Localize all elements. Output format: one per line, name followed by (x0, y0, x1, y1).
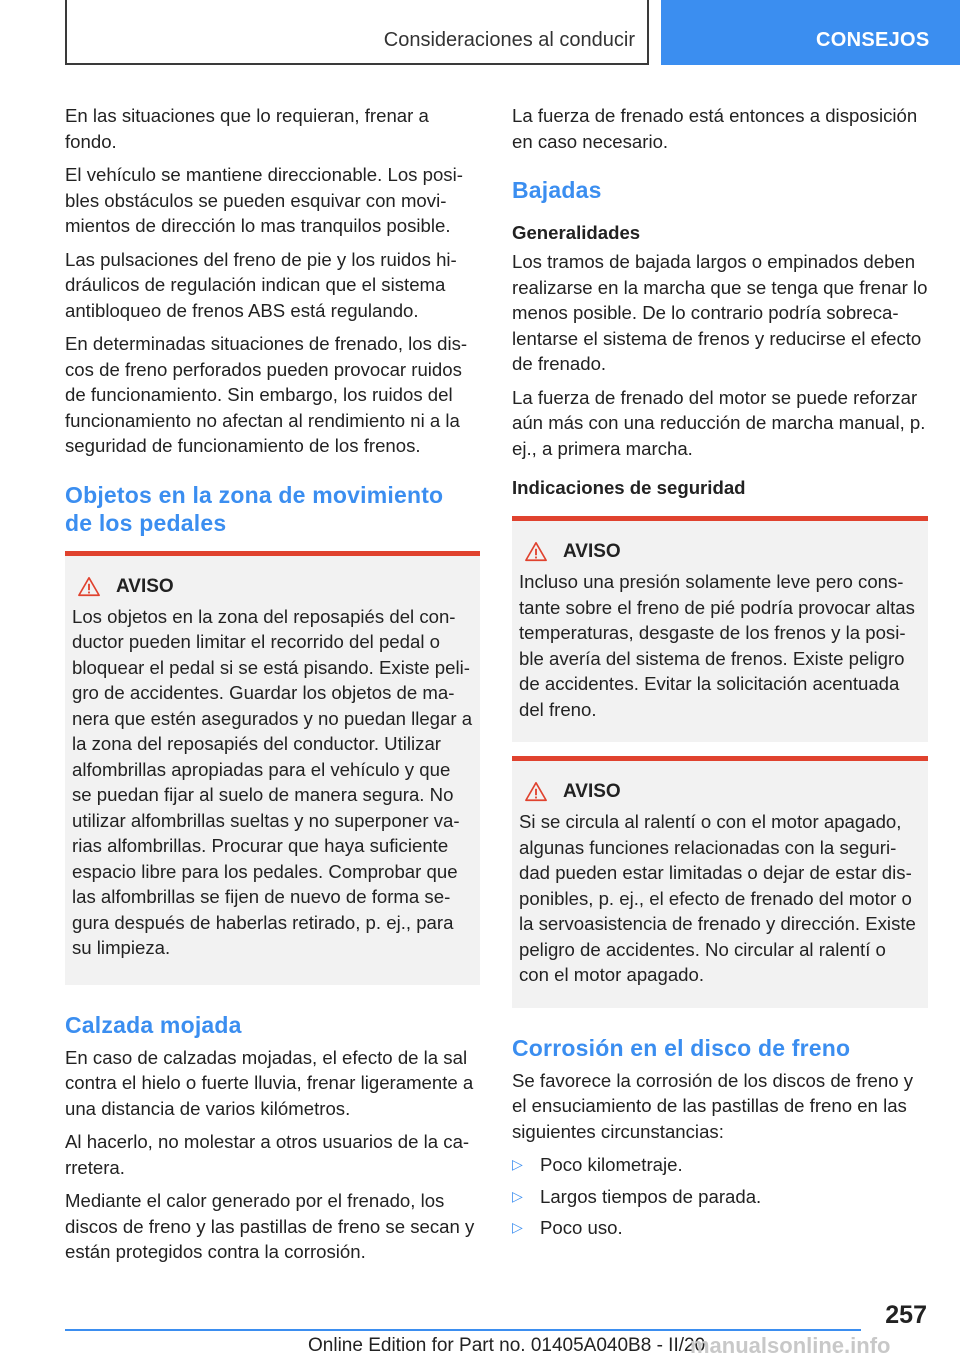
list-item (512, 1184, 928, 1210)
warning-triangle-icon (525, 781, 547, 803)
corrosion-list (512, 1152, 928, 1241)
warning-text: Si se circula al ralentí o con el motor apagado, algunas funciones relacionadas con la seguri-dad pueden estar limitadas o dejar de estar dis-ponibles, p. ej., el efecto de frenado del motor o la servoasistencia de frenado y dirección. Existe peligro de accidentes. No circular al ralentí o con el motor apagado. (519, 811, 916, 985)
warning-triangle-icon (78, 576, 100, 598)
warning-title: AVISO (116, 575, 174, 597)
paragraph: Las pulsaciones del freno de pie y los ruidos hi-dráulicos de regulación indican que el sistema antibloqueo de frenos ABS está regulando. (65, 248, 457, 321)
header-section-box (65, 0, 649, 65)
paragraph: En caso de calzadas mojadas, el efecto de la sal contra el hielo o fuerte lluvia, frenar ligeramente a una distancia de varios kilómetros. (65, 1046, 474, 1119)
paragraph: Al hacerlo, no molestar a otros usuarios de la ca-rretera. (65, 1131, 470, 1178)
paragraph: La fuerza de frenado está entonces a disposición en caso necesario. (512, 105, 918, 152)
heading-pedals: Objetos en la zona de movimiento de los pedales (65, 481, 444, 536)
heading-downhill: Bajadas (512, 177, 602, 203)
paragraph: La fuerza de frenado del motor se puede reforzar aún más con una reducción de marcha manual, p. ej., a primera marcha. (512, 386, 926, 459)
bullet-triangle-icon: ▷ (512, 1219, 523, 1235)
subheading-general: Generalidades (512, 222, 641, 243)
list-item-text: Poco uso. (540, 1217, 623, 1238)
paragraph: El vehículo se mantiene direccionable. Los posi-bles obstáculos se pueden esquivar con movi-mientos de dirección lo mas tranquilos posible. (65, 164, 463, 236)
warning-title: AVISO (563, 781, 621, 802)
list-item-text: Poco kilometraje. (540, 1154, 683, 1175)
right-column (512, 103, 928, 1247)
paragraph: Los tramos de bajada largos o empinados deben realizarse en la marcha que se tenga que frenar lo menos posible. De lo contrario podría sobreca-lentarse el sistema de frenos y reducirse el efecto de frenado. (512, 251, 928, 374)
warning-text: Incluso una presión solamente leve pero cons-tante sobre el freno de pié podría provocar altas temperaturas, desgaste de los frenos y la posi-ble avería del sistema de frenos. Existe peligro de accidentes. Evitar la solicitación acentuada del freno. (519, 571, 915, 720)
bullet-triangle-icon: ▷ (512, 1156, 523, 1172)
header-chapter-tab (661, 0, 960, 65)
header-section-title: Consideraciones al conducir (383, 29, 635, 51)
paragraph: En las situaciones que lo requieran, frenar a fondo. (65, 105, 429, 152)
warning-box-idle (512, 756, 928, 1008)
paragraph: Mediante el calor generado por el frenado, los discos de freno y las pastillas de freno se secan y están protegidos contra la corrosión. (65, 1190, 475, 1262)
watermark-text: manualsonline.info (690, 1333, 891, 1358)
heading-corrosion: Corrosión en el disco de freno (512, 1034, 851, 1061)
page-number: 257 (885, 1301, 927, 1329)
warning-title: AVISO (563, 541, 621, 562)
list-item (512, 1152, 928, 1178)
subheading-safety: Indicaciones de seguridad (512, 477, 746, 498)
bullet-triangle-icon: ▷ (512, 1187, 523, 1204)
edition-text: Online Edition for Part no. 01405A040B8 - II/20 (308, 1335, 706, 1356)
left-column (65, 103, 480, 1273)
paragraph: Se favorece la corrosión de los discos de freno y el ensuciamiento de las pastillas de freno en las siguientes circunstancias: (512, 1069, 914, 1142)
paragraph: En determinadas situaciones de frenado, los dis-cos de freno perforados pueden provocar ruidos de funcionamiento. Sin embargo, los ruidos del funcionamiento no afectan al rendimiento ni a la seguridad de funcionamiento de los frenos. (65, 333, 468, 456)
warning-box-pedals (65, 551, 480, 985)
warning-text: Los objetos en la zona del reposapiés del con-ductor pueden limitar el recorrido del pedal o bloquear el pedal si se está pisando. Existe peli-gro de accidentes. Guardar los objetos de ma-nera que estén asegurados y no puedan llegar a la zona del reposapiés del conductor. Utilizar alfombrillas apropiadas para el vehículo y que se puedan fijar al suelo de manera segura. No utilizar alfombrillas sueltas y no superponer va-rias alfombrillas. Procurar que haya suficiente espacio libre para los pedales. Comprobar que las alfombrillas se fijen de nuevo de forma se-gura después de haberlas retirado, p. ej., para su limpieza. (72, 605, 473, 958)
heading-wet-road: Calzada mojada (65, 1011, 242, 1038)
header-chapter-title: CONSEJOS (816, 29, 930, 51)
list-item-text: Largos tiempos de parada. (540, 1185, 762, 1207)
list-item (512, 1215, 928, 1241)
footer-divider (65, 1329, 861, 1331)
warning-box-brake-pressure (512, 516, 928, 742)
warning-triangle-icon (525, 541, 547, 563)
